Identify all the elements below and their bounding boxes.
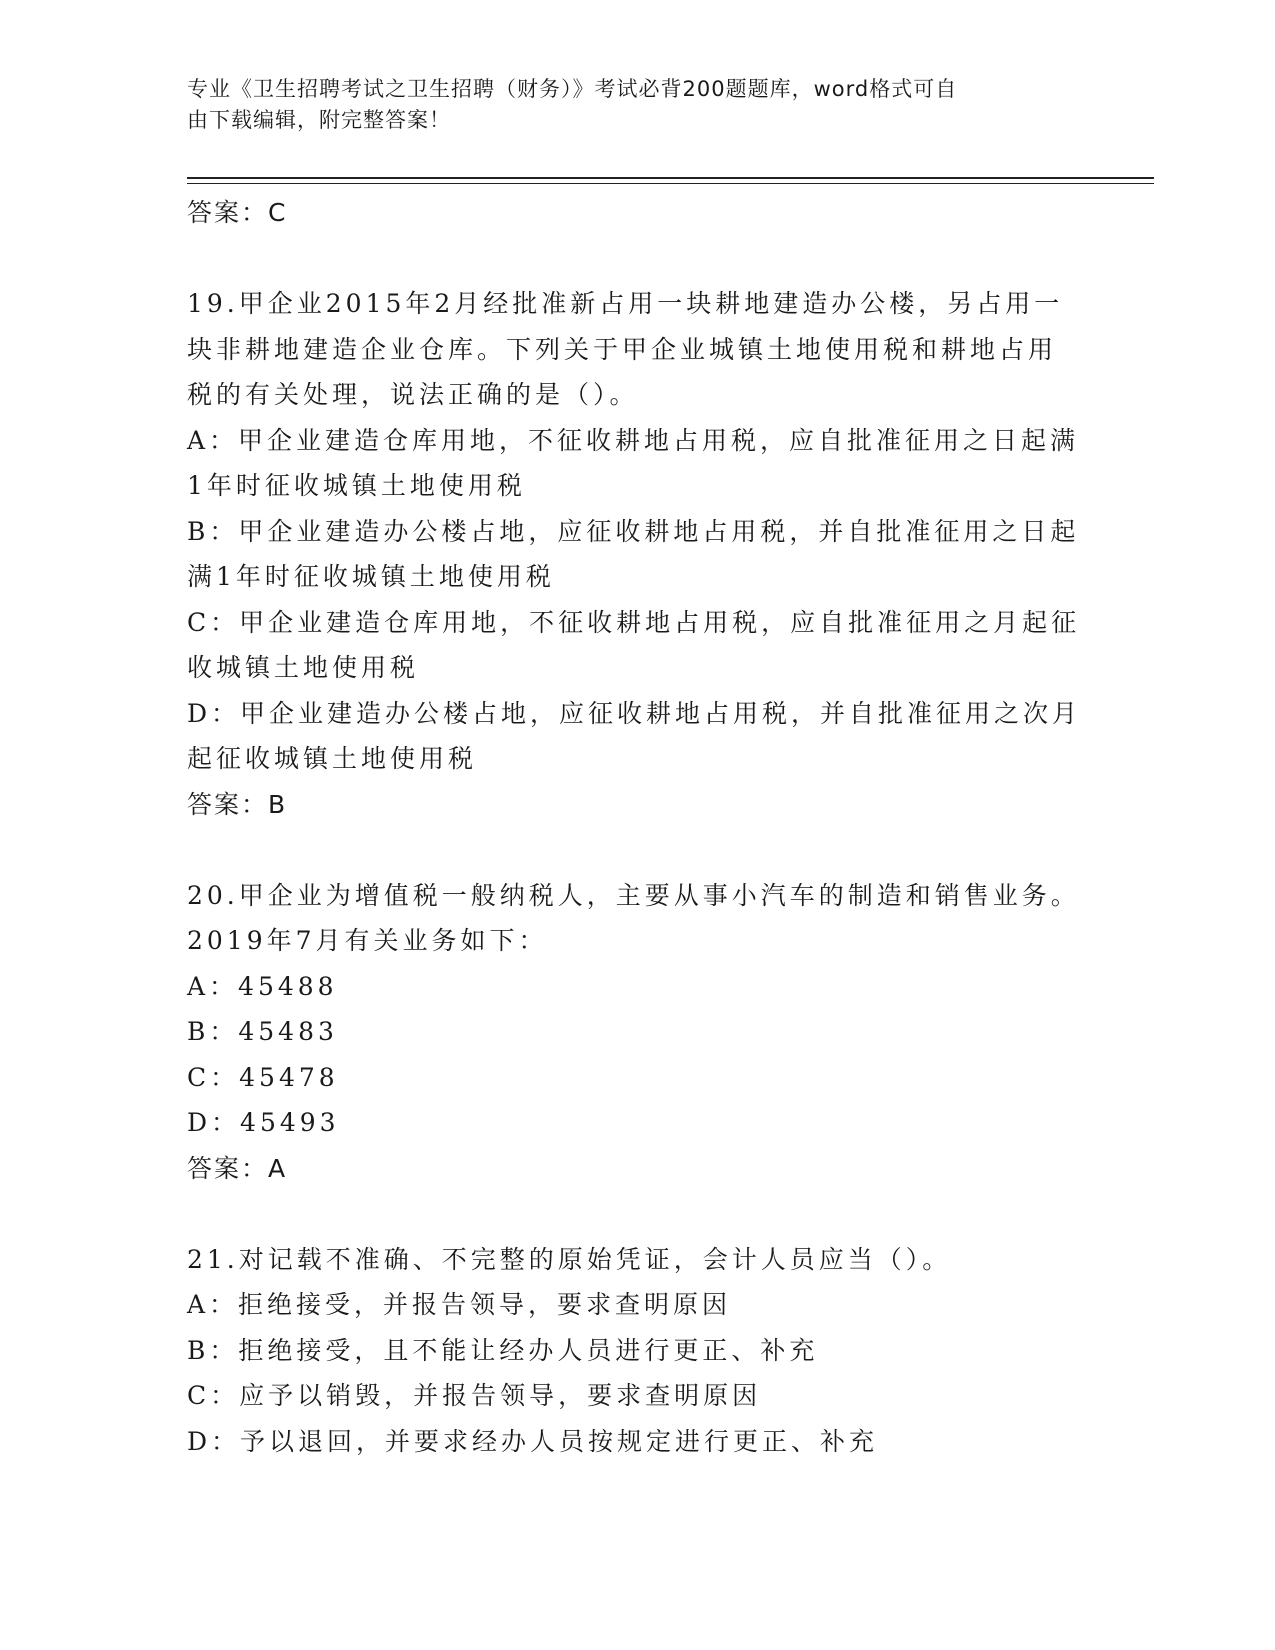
option-b: B：45483	[187, 1017, 338, 1046]
answer-20: 答案：A	[187, 1153, 288, 1183]
option-b: B：甲企业建造办公楼占地，应征收耕地占用税，并自批准征用之日起	[187, 516, 1080, 546]
option-c: C：应予以销毁，并报告领导，要求查明原因	[187, 1381, 762, 1410]
option-c: C：甲企业建造仓库用地，不征收耕地占用税，应自批准征用之月起征	[187, 607, 1081, 637]
spacer	[187, 1191, 1087, 1237]
option-b-cont: 满1年时征收城镇土地使用税	[187, 562, 555, 591]
option-a-cont: 1年时征收城镇土地使用税	[187, 471, 526, 500]
question-stem-line: 19.甲企业2015年2月经批准新占用一块耕地建造办公楼，另占用一	[187, 289, 1064, 318]
question-20	[187, 873, 1087, 1192]
question-stem-line: 21.对记载不准确、不完整的原始凭证，会计人员应当（）。	[187, 1244, 952, 1274]
spacer	[187, 827, 1087, 873]
question-stem-line: 税的有关处理，说法正确的是（）。	[187, 380, 639, 409]
option-b: B：拒绝接受，且不能让经办人员进行更正、补充	[187, 1335, 819, 1365]
option-a: A：拒绝接受，并报告领导，要求查明原因	[187, 1290, 732, 1319]
question-stem-line: 2019年7月有关业务如下：	[187, 926, 548, 955]
spacer	[187, 236, 1087, 282]
option-c: C：45478	[187, 1062, 339, 1092]
option-d: D：予以退回，并要求经办人员按规定进行更正、补充	[187, 1426, 879, 1456]
document-header	[187, 74, 1067, 136]
option-c-cont: 收城镇土地使用税	[187, 653, 420, 682]
question-stem-line: 20.甲企业为增值税一般纳税人，主要从事小汽车的制造和销售业务。	[187, 880, 1080, 910]
header-line-2: 由下载编辑，附完整答案！	[187, 108, 451, 132]
answer-19: 答案：B	[187, 789, 288, 819]
question-content	[187, 190, 1087, 1464]
header-divider-thin	[187, 183, 1154, 184]
previous-answer: 答案：C	[187, 198, 288, 227]
header-line-1: 专业《卫生招聘考试之卫生招聘（财务）》考试必背200题题库，word格式可自	[187, 77, 958, 101]
question-stem-line: 块非耕地建造企业仓库。下列关于甲企业城镇土地使用税和耕地占用	[187, 334, 1058, 364]
option-d-cont: 起征收城镇土地使用税	[187, 744, 478, 773]
option-a: A：甲企业建造仓库用地，不征收耕地占用税，应自批准征用之日起满	[187, 425, 1080, 455]
question-21	[187, 1237, 1087, 1465]
question-19	[187, 281, 1087, 827]
option-d: D：45493	[187, 1108, 340, 1137]
option-a: A：45488	[187, 971, 338, 1001]
header-divider	[187, 177, 1154, 179]
option-d: D：甲企业建造办公楼占地，应征收耕地占用税，并自批准征用之次月	[187, 698, 1082, 728]
